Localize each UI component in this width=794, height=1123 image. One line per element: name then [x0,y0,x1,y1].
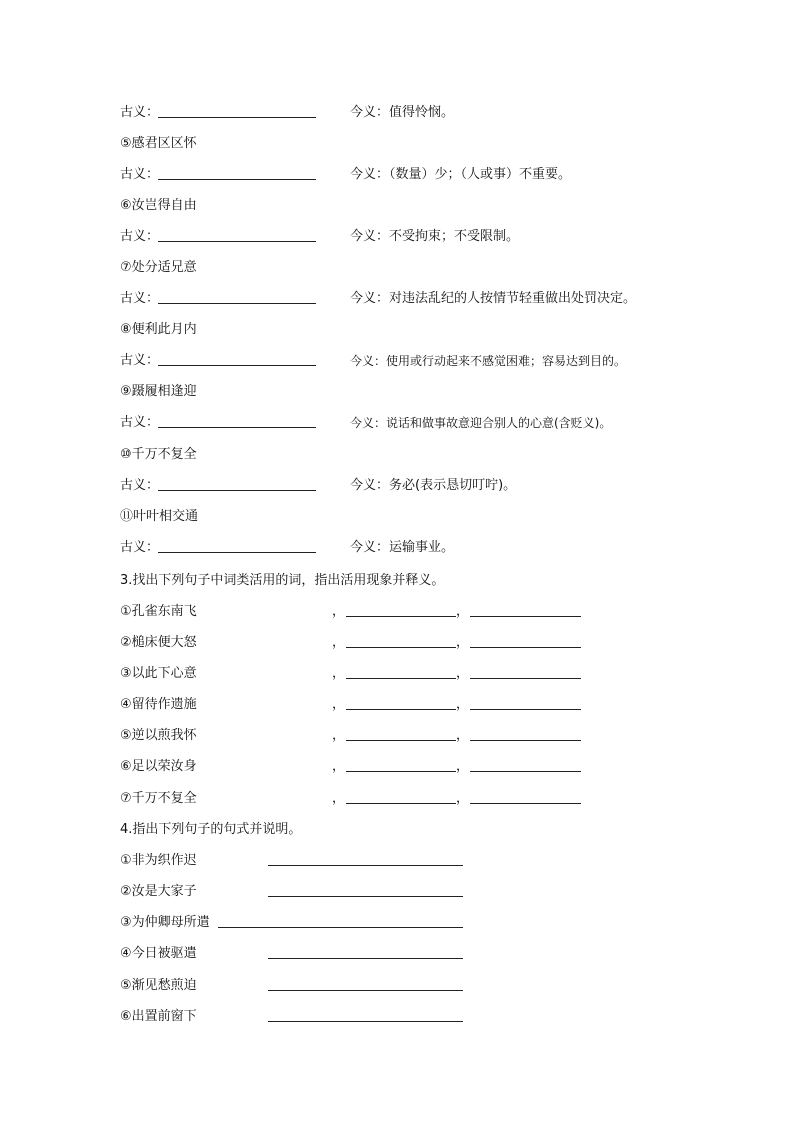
answer-blank-meaning[interactable] [470,664,581,679]
comma: ， [332,759,346,774]
answer-blank-meaning[interactable] [470,757,581,772]
gu-label: 古义： [120,105,160,120]
answer-blank[interactable] [268,882,463,897]
answer-blank[interactable] [158,165,316,180]
answer-blank[interactable] [158,413,316,428]
answer-blank-word[interactable] [346,602,456,617]
prompt-text: ⑤感君区区怀 [120,136,197,151]
item-text: ②槌床便大怒 [120,635,197,650]
answer-blank-word[interactable] [346,695,456,710]
item-text: ⑤渐见愁煎迫 [120,978,197,993]
comma: ， [332,635,346,650]
prompt-text: ⑪叶叶相交通 [120,509,199,524]
answer-blank-word[interactable] [346,757,456,772]
modern-meaning: 今义：值得怜悯。 [350,105,455,120]
answer-blank[interactable] [268,1007,463,1022]
prompt-text: ⑥汝岂得自由 [120,198,197,213]
modern-meaning: 今义：不受拘束；不受限制。 [350,229,520,244]
answer-blank-word[interactable] [346,633,456,648]
answer-blank[interactable] [268,944,463,959]
item-text: ⑥出置前窗下 [120,1009,197,1024]
comma: ， [332,666,346,681]
comma: ， [332,604,346,619]
answer-blank-meaning[interactable] [470,726,581,741]
answer-blank[interactable] [218,913,463,928]
comma: ， [332,728,346,743]
gu-label: 古义： [120,229,160,244]
modern-meaning: 今义：对违法乱纪的人按情节轻重做出处罚决定。 [350,291,637,306]
answer-blank-meaning[interactable] [470,633,581,648]
gu-label: 古义： [120,415,160,430]
gu-label: 古义： [120,478,160,493]
gu-label: 古义： [120,167,160,182]
answer-blank-word[interactable] [346,664,456,679]
comma: ， [456,791,470,806]
modern-meaning: 今义：务必(表示恳切叮咛)。 [350,478,517,493]
answer-blank[interactable] [158,227,316,242]
modern-meaning: 今义：说话和做事故意迎合别人的心意(含贬义)。 [350,416,612,430]
item-text: ⑦千万不复全 [120,791,197,806]
gu-label: 古义： [120,540,160,555]
item-text: ③以此下心意 [120,666,197,681]
answer-blank-meaning[interactable] [470,602,581,617]
item-text: ①孔雀东南飞 [120,604,197,619]
answer-blank[interactable] [268,976,463,991]
gu-label: 古义： [120,353,160,368]
comma: ， [456,728,470,743]
answer-blank-meaning[interactable] [470,789,581,804]
modern-meaning: 今义：使用或行动起来不感觉困难；容易达到目的。 [350,354,627,368]
prompt-text: ⑧便利此月内 [120,322,197,337]
answer-blank[interactable] [268,851,463,866]
prompt-text: ⑦处分适兄意 [120,260,197,275]
answer-blank[interactable] [158,538,316,553]
comma: ， [332,697,346,712]
answer-blank[interactable] [158,476,316,491]
answer-blank[interactable] [158,103,316,118]
item-text: ④留待作遗施 [120,697,197,712]
item-text: ③为仲卿母所遣 [120,915,210,930]
comma: ， [456,604,470,619]
answer-blank-meaning[interactable] [470,695,581,710]
gu-label: 古义： [120,291,160,306]
item-text: ⑥足以荣汝身 [120,759,197,774]
comma: ， [332,791,346,806]
prompt-text: ⑩千万不复全 [120,447,197,462]
item-text: ①非为织作迟 [120,853,197,868]
modern-meaning: 今义：（数量）少；（人或事）不重要。 [350,167,572,182]
item-text: ⑤逆以煎我怀 [120,728,197,743]
answer-blank[interactable] [158,289,316,304]
item-text: ④今日被驱遣 [120,946,197,961]
modern-meaning: 今义：运输事业。 [350,540,455,555]
comma: ， [456,697,470,712]
prompt-text: ⑨蹑履相逢迎 [120,384,197,399]
item-text: ②汝是大家子 [120,884,197,899]
answer-blank-word[interactable] [346,726,456,741]
answer-blank[interactable] [158,351,316,366]
comma: ， [456,635,470,650]
answer-blank-word[interactable] [346,789,456,804]
comma: ， [456,759,470,774]
comma: ， [456,666,470,681]
